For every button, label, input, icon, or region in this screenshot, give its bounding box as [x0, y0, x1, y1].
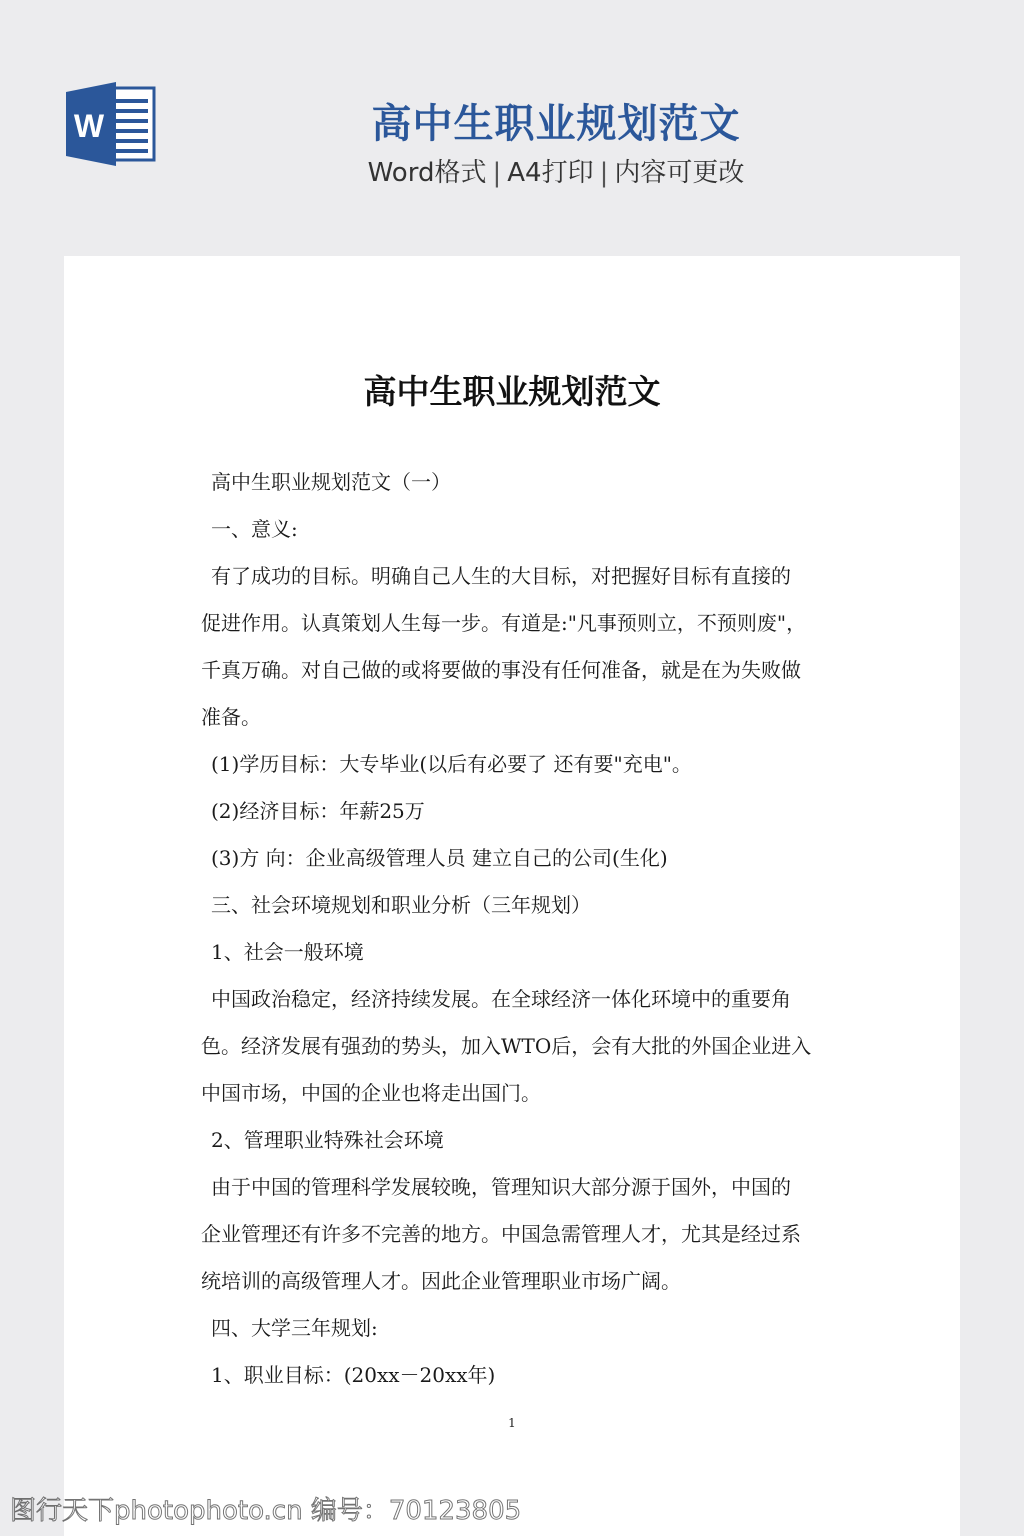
doc-line-heading: 2、管理职业特殊社会环境 [211, 1128, 444, 1152]
doc-line: 中国政治稳定，经济持续发展。在全球经济一体化环境中的重要角 [211, 987, 791, 1011]
header-title: 高中生职业规划范文 [371, 101, 741, 147]
doc-line: 千真万确。对自己做的或将要做的事没有任何准备，就是在为失败做 [201, 658, 801, 682]
doc-line: 由于中国的管理科学发展较晚，管理知识大部分源于国外，中国的 [211, 1175, 791, 1199]
svg-text:W: W [73, 108, 105, 144]
document-body [201, 462, 827, 1402]
subtitle-separator: | [492, 158, 502, 188]
watermark: 图行天下photophoto.cn 编号：70123805 [10, 1496, 522, 1526]
page-number: 1 [508, 1416, 516, 1430]
doc-line-subtitle: 高中生职业规划范文（一） [211, 470, 451, 494]
document-title: 高中生职业规划范文 [363, 372, 661, 411]
doc-line-heading: 一、意义: [211, 517, 298, 541]
doc-line-heading: 三、社会环境规划和职业分析（三年规划） [211, 893, 591, 917]
document-page [64, 256, 960, 1536]
header-subtitle [300, 152, 812, 189]
doc-line: 色。经济发展有强劲的势头，加入WTO后，会有大批的外国企业进入 [201, 1034, 812, 1058]
doc-line: 有了成功的目标。明确自己人生的大目标，对把握好目标有直接的 [211, 564, 791, 588]
word-logo-icon [66, 82, 156, 166]
doc-line: (1)学历目标：大专毕业(以后有必要了 还有要"充电"。 [211, 752, 692, 776]
doc-line: 统培训的高级管理人才。因此企业管理职业市场广阔。 [201, 1269, 681, 1293]
subtitle-editable: 内容可更改 [614, 158, 745, 188]
header-banner [0, 0, 1024, 256]
doc-line-heading: 1、职业目标：(20xx－20xx年) [211, 1363, 496, 1387]
doc-line: (2)经济目标：年薪25万 [211, 799, 425, 823]
doc-line: 准备。 [201, 705, 261, 729]
doc-line: 中国市场，中国的企业也将走出国门。 [201, 1081, 541, 1105]
doc-line: 促进作用。认真策划人生每一步。有道是:"凡事预则立，不预则废"， [201, 611, 807, 635]
doc-line: (3)方 向：企业高级管理人员 建立自己的公司(生化) [211, 846, 668, 870]
doc-line-heading: 四、大学三年规划: [211, 1316, 378, 1340]
subtitle-separator: | [599, 158, 609, 188]
doc-line: 企业管理还有许多不完善的地方。中国急需管理人才，尤其是经过系 [201, 1222, 801, 1246]
subtitle-format: Word格式 [367, 158, 487, 188]
doc-line-heading: 1、社会一般环境 [211, 940, 364, 964]
subtitle-print: A4打印 [507, 158, 594, 188]
